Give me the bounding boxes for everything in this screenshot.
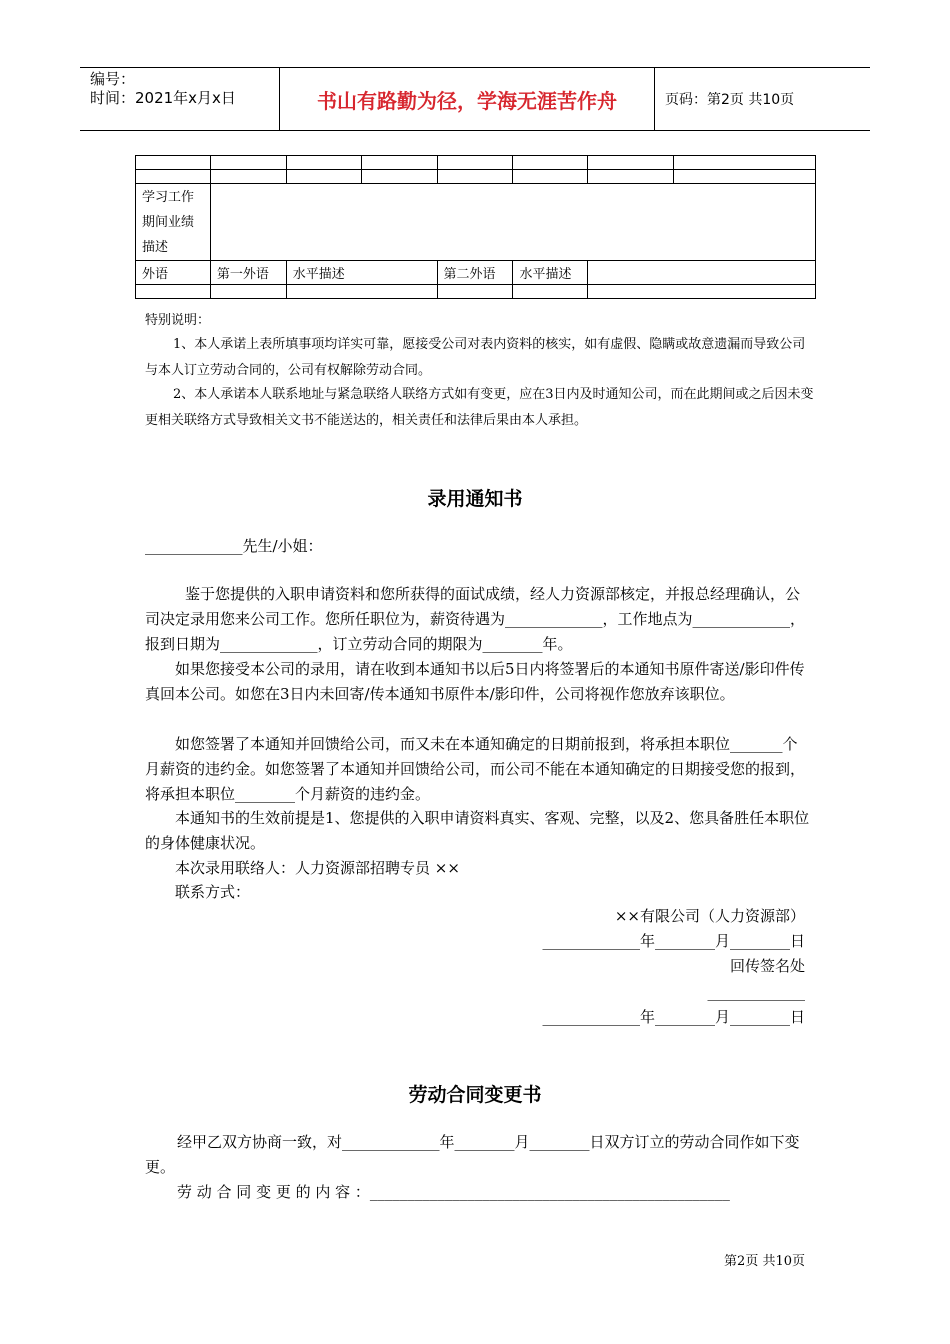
level-desc-2-cell[interactable] (588, 261, 816, 285)
table-row (136, 156, 816, 170)
offer-title: 录用通知书 (427, 488, 523, 510)
notes-item-2: 2、本人承诺本人联系地址与紧急联络人联络方式如有变更，应在3日内及时通知公司，而在此期间或之后因未变更相关联络方式导致相关文书不能送达的，相关责任和法律后果由本人承担。 (145, 387, 814, 428)
header-motto: 书山有路勤为径，学海无涯苦作舟 (280, 68, 655, 130)
application-table (135, 155, 816, 299)
sign-line[interactable]: _____________ (707, 983, 805, 1001)
achievement-label: 学习工作期间业绩描述 (136, 184, 211, 261)
contact-method: 联系方式： (175, 883, 251, 901)
first-language-label: 第一外语 (210, 261, 286, 285)
header-left (80, 68, 280, 130)
offer-paragraph-4: 本通知书的生效前提是1、您提供的入职申请资料真实、客观、完整，以及2、您具备胜任本职位的身体健康状况。 (145, 809, 810, 852)
change-title: 劳动合同变更书 (408, 1084, 542, 1106)
change-content-line[interactable]: 劳 动 合 同 变 更 的 内 容 ：________________________________________________ (177, 1183, 730, 1201)
level-desc-1: 水平描述 (286, 261, 437, 285)
sign-label: 回传签名处 (729, 957, 805, 975)
date-line-2: _____________年________月________日 (542, 1008, 805, 1026)
offer-paragraph-1: 鉴于您提供的入职申请资料和您所获得的面试成绩，经人力资源部核定，并报总经理确认，公司决定录用您来公司工作。您所任职位为，薪资待遇为_____________，工作地点为_____________，报到日期为_____________，订立劳动合同的期限为________年。 (145, 585, 806, 653)
offer-salutation: _____________先生/小姐： (145, 537, 323, 555)
notes-heading: 特别说明： (145, 313, 211, 328)
table-row (136, 170, 816, 184)
notes-item-1: 1、本人承诺上表所填事项均详实可靠，愿接受公司对表内资料的核实，如有虚假、隐瞒或故意遗漏而导致公司与本人订立劳动合同的，公司有权解除劳动合同。 (145, 337, 806, 378)
company-name: ××有限公司（人力资源部） (614, 907, 805, 925)
page-header (80, 67, 870, 131)
foreign-language-label: 外语 (136, 261, 211, 285)
date-line-1: _____________年________月________日 (542, 932, 805, 950)
second-language-label: 第二外语 (437, 261, 513, 285)
offer-paragraph-2: 如果您接受本公司的录用，请在收到本通知书以后5日内将签署后的本通知书原件寄送/影印件传真回本公司。如您在3日内未回寄/传本通知书原件本/影印件，公司将视作您放弃该职位。 (145, 660, 805, 703)
table-row (136, 285, 816, 299)
time-label: 时间：2021年x月x日 (90, 89, 236, 107)
change-paragraph-1: 经甲乙双方协商一致，对_____________年________月________日双方订立的劳动合同作如下变更。 (145, 1133, 800, 1176)
serial-label: 编号： (90, 70, 136, 88)
achievement-cell[interactable] (210, 184, 815, 261)
table-row (136, 261, 816, 285)
table-row (136, 184, 816, 261)
level-desc-2: 水平描述 (513, 261, 588, 285)
offer-paragraph-3: 如您签署了本通知并回馈给公司，而又未在本通知确定的日期前报到，将承担本职位_______个月薪资的违约金。如您签署了本通知并回馈给公司，而公司不能在本通知确定的日期接受您的报到，将承担本职位________个月薪资的违约金。 (145, 735, 806, 803)
contact-person: 本次录用联络人：人力资源部招聘专员 ×× (175, 859, 460, 877)
page-footer: 第2页 共10页 (724, 1254, 805, 1269)
page-number-label: 页码：第2页 共10页 (665, 92, 795, 108)
